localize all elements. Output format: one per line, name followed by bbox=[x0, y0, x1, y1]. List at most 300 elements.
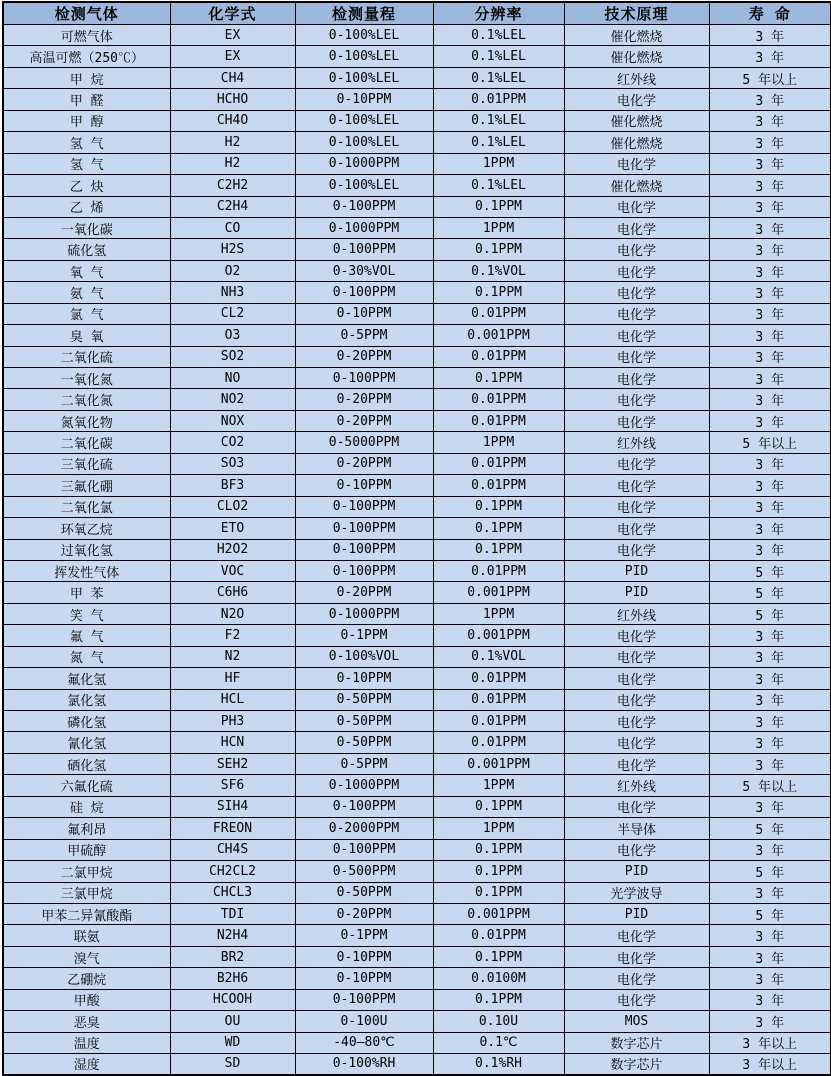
lifespan-cell: 3 年 bbox=[709, 325, 831, 346]
gas-name-cell: 三氯甲烷 bbox=[3, 882, 170, 903]
formula-cell: HCL bbox=[170, 689, 295, 710]
resolution-cell: 0.1PPM bbox=[433, 989, 564, 1010]
lifespan-cell: 3 年 bbox=[709, 968, 831, 989]
lifespan-cell: 5 年以上 bbox=[709, 432, 831, 453]
lifespan-cell: 3 年 bbox=[709, 196, 831, 217]
table-row bbox=[3, 346, 831, 367]
formula-cell: EX bbox=[170, 46, 295, 67]
resolution-cell: 0.01PPM bbox=[433, 303, 564, 324]
table-row bbox=[3, 603, 831, 624]
principle-cell: 电化学 bbox=[564, 89, 709, 110]
resolution-cell: 0.001PPM bbox=[433, 625, 564, 646]
principle-cell: 电化学 bbox=[564, 217, 709, 238]
gas-name-cell: 硒化氢 bbox=[3, 753, 170, 774]
range-cell: -40—80℃ bbox=[295, 1032, 433, 1053]
gas-name-cell: 硫化氢 bbox=[3, 239, 170, 260]
principle-cell: 红外线 bbox=[564, 432, 709, 453]
formula-cell: NO bbox=[170, 368, 295, 389]
principle-cell: 催化燃烧 bbox=[564, 175, 709, 196]
formula-cell: H2O2 bbox=[170, 539, 295, 560]
range-cell: 0-10PPM bbox=[295, 668, 433, 689]
table-row bbox=[3, 625, 831, 646]
resolution-cell: 0.1PPM bbox=[433, 239, 564, 260]
principle-cell: 电化学 bbox=[564, 518, 709, 539]
gas-name-cell: 硅 烷 bbox=[3, 796, 170, 817]
formula-cell: HCOOH bbox=[170, 989, 295, 1010]
resolution-cell: 0.1℃ bbox=[433, 1032, 564, 1053]
lifespan-cell: 3 年 bbox=[709, 368, 831, 389]
formula-cell: SO2 bbox=[170, 346, 295, 367]
lifespan-cell: 3 年 bbox=[709, 689, 831, 710]
range-cell: 0-100%RH bbox=[295, 1054, 433, 1075]
gas-name-cell: 恶臭 bbox=[3, 1011, 170, 1032]
lifespan-cell: 3 年 bbox=[709, 132, 831, 153]
range-cell: 0-5PPM bbox=[295, 753, 433, 774]
lifespan-cell: 5 年 bbox=[709, 903, 831, 924]
gas-name-cell: 氯 气 bbox=[3, 303, 170, 324]
table-row bbox=[3, 775, 831, 796]
table-row bbox=[3, 46, 831, 67]
lifespan-cell: 5 年以上 bbox=[709, 775, 831, 796]
gas-name-cell: 甲硫醇 bbox=[3, 839, 170, 860]
range-cell: 0-10PPM bbox=[295, 89, 433, 110]
table-row bbox=[3, 711, 831, 732]
gas-name-cell: 氨 气 bbox=[3, 282, 170, 303]
lifespan-cell: 3 年 bbox=[709, 882, 831, 903]
table-row bbox=[3, 689, 831, 710]
gas-name-cell: 氮 气 bbox=[3, 646, 170, 667]
resolution-cell: 0.001PPM bbox=[433, 325, 564, 346]
table-row bbox=[3, 496, 831, 517]
gas-name-cell: 环氧乙烷 bbox=[3, 518, 170, 539]
lifespan-cell: 3 年 bbox=[709, 475, 831, 496]
table-row bbox=[3, 1011, 831, 1032]
resolution-cell: 1PPM bbox=[433, 217, 564, 238]
formula-cell: N2H4 bbox=[170, 925, 295, 946]
principle-cell: 数字芯片 bbox=[564, 1032, 709, 1053]
gas-name-cell: 三氟化硼 bbox=[3, 475, 170, 496]
lifespan-cell: 5 年 bbox=[709, 560, 831, 581]
header-row bbox=[3, 2, 831, 25]
resolution-cell: 0.01PPM bbox=[433, 711, 564, 732]
column-header-gas: 检测气体 bbox=[3, 2, 170, 25]
gas-name-cell: 乙 烯 bbox=[3, 196, 170, 217]
gas-name-cell: 六氟化硫 bbox=[3, 775, 170, 796]
resolution-cell: 0.1%LEL bbox=[433, 67, 564, 88]
range-cell: 0-30%VOL bbox=[295, 260, 433, 281]
formula-cell: HF bbox=[170, 668, 295, 689]
resolution-cell: 0.01PPM bbox=[433, 453, 564, 474]
principle-cell: 催化燃烧 bbox=[564, 110, 709, 131]
lifespan-cell: 3 年 bbox=[709, 753, 831, 774]
table-row bbox=[3, 67, 831, 88]
formula-cell: BF3 bbox=[170, 475, 295, 496]
principle-cell: 电化学 bbox=[564, 475, 709, 496]
principle-cell: 红外线 bbox=[564, 603, 709, 624]
gas-name-cell: 过氧化氢 bbox=[3, 539, 170, 560]
range-cell: 0-100U bbox=[295, 1011, 433, 1032]
formula-cell: SF6 bbox=[170, 775, 295, 796]
lifespan-cell: 3 年 bbox=[709, 389, 831, 410]
range-cell: 0-1PPM bbox=[295, 625, 433, 646]
resolution-cell: 1PPM bbox=[433, 818, 564, 839]
lifespan-cell: 3 年 bbox=[709, 539, 831, 560]
resolution-cell: 1PPM bbox=[433, 775, 564, 796]
gas-name-cell: 挥发性气体 bbox=[3, 560, 170, 581]
gas-name-cell: 高温可燃（250℃） bbox=[3, 46, 170, 67]
principle-cell: 催化燃烧 bbox=[564, 132, 709, 153]
lifespan-cell: 3 年以上 bbox=[709, 1054, 831, 1075]
range-cell: 0-100PPM bbox=[295, 989, 433, 1010]
table-row bbox=[3, 925, 831, 946]
lifespan-cell: 3 年 bbox=[709, 453, 831, 474]
principle-cell: 半导体 bbox=[564, 818, 709, 839]
range-cell: 0-1000PPM bbox=[295, 153, 433, 174]
range-cell: 0-5000PPM bbox=[295, 432, 433, 453]
resolution-cell: 0.1PPM bbox=[433, 196, 564, 217]
principle-cell: 电化学 bbox=[564, 625, 709, 646]
range-cell: 0-20PPM bbox=[295, 346, 433, 367]
table-row bbox=[3, 560, 831, 581]
table-row bbox=[3, 475, 831, 496]
gas-name-cell: 二氧化碳 bbox=[3, 432, 170, 453]
principle-cell: 电化学 bbox=[564, 925, 709, 946]
principle-cell: 电化学 bbox=[564, 453, 709, 474]
principle-cell: 光学波导 bbox=[564, 882, 709, 903]
resolution-cell: 0.1PPM bbox=[433, 368, 564, 389]
resolution-cell: 0.1%LEL bbox=[433, 110, 564, 131]
gas-name-cell: 氢 气 bbox=[3, 153, 170, 174]
resolution-cell: 0.1PPM bbox=[433, 496, 564, 517]
principle-cell: 电化学 bbox=[564, 753, 709, 774]
range-cell: 0-50PPM bbox=[295, 689, 433, 710]
range-cell: 0-1000PPM bbox=[295, 603, 433, 624]
formula-cell: BR2 bbox=[170, 946, 295, 967]
gas-name-cell: 一氧化碳 bbox=[3, 217, 170, 238]
gas-name-cell: 溴气 bbox=[3, 946, 170, 967]
gas-name-cell: 三氧化硫 bbox=[3, 453, 170, 474]
range-cell: 0-100%LEL bbox=[295, 25, 433, 46]
principle-cell: 电化学 bbox=[564, 796, 709, 817]
range-cell: 0-100PPM bbox=[295, 368, 433, 389]
formula-cell: WD bbox=[170, 1032, 295, 1053]
resolution-cell: 0.1PPM bbox=[433, 861, 564, 882]
principle-cell: 电化学 bbox=[564, 303, 709, 324]
formula-cell: N2O bbox=[170, 603, 295, 624]
resolution-cell: 1PPM bbox=[433, 432, 564, 453]
resolution-cell: 0.1%RH bbox=[433, 1054, 564, 1075]
table-row bbox=[3, 1032, 831, 1053]
principle-cell: PID bbox=[564, 560, 709, 581]
table-row bbox=[3, 882, 831, 903]
gas-name-cell: 二氧化氯 bbox=[3, 496, 170, 517]
range-cell: 0-2000PPM bbox=[295, 818, 433, 839]
resolution-cell: 0.0100M bbox=[433, 968, 564, 989]
gas-name-cell: 磷化氢 bbox=[3, 711, 170, 732]
formula-cell: CO bbox=[170, 217, 295, 238]
lifespan-cell: 3 年 bbox=[709, 239, 831, 260]
resolution-cell: 1PPM bbox=[433, 603, 564, 624]
gas-name-cell: 笑 气 bbox=[3, 603, 170, 624]
range-cell: 0-100PPM bbox=[295, 518, 433, 539]
range-cell: 0-100PPM bbox=[295, 839, 433, 860]
lifespan-cell: 3 年 bbox=[709, 110, 831, 131]
table-row bbox=[3, 153, 831, 174]
principle-cell: 电化学 bbox=[564, 711, 709, 732]
resolution-cell: 0.01PPM bbox=[433, 732, 564, 753]
formula-cell: CHCL3 bbox=[170, 882, 295, 903]
resolution-cell: 0.01PPM bbox=[433, 925, 564, 946]
range-cell: 0-100PPM bbox=[295, 239, 433, 260]
resolution-cell: 0.01PPM bbox=[433, 389, 564, 410]
range-cell: 0-20PPM bbox=[295, 903, 433, 924]
resolution-cell: 0.01PPM bbox=[433, 346, 564, 367]
resolution-cell: 0.1%LEL bbox=[433, 25, 564, 46]
principle-cell: 电化学 bbox=[564, 968, 709, 989]
resolution-cell: 0.001PPM bbox=[433, 753, 564, 774]
formula-cell: CH4O bbox=[170, 110, 295, 131]
gas-name-cell: 二氯甲烷 bbox=[3, 861, 170, 882]
range-cell: 0-100PPM bbox=[295, 196, 433, 217]
lifespan-cell: 5 年 bbox=[709, 861, 831, 882]
formula-cell: NH3 bbox=[170, 282, 295, 303]
principle-cell: 电化学 bbox=[564, 325, 709, 346]
resolution-cell: 0.1PPM bbox=[433, 946, 564, 967]
resolution-cell: 0.1PPM bbox=[433, 282, 564, 303]
lifespan-cell: 3 年 bbox=[709, 796, 831, 817]
table-row bbox=[3, 325, 831, 346]
column-header-resolution: 分辨率 bbox=[433, 2, 564, 25]
lifespan-cell: 3 年 bbox=[709, 925, 831, 946]
lifespan-cell: 3 年 bbox=[709, 410, 831, 431]
lifespan-cell: 3 年 bbox=[709, 496, 831, 517]
table-row bbox=[3, 946, 831, 967]
resolution-cell: 0.01PPM bbox=[433, 89, 564, 110]
gas-name-cell: 甲 苯 bbox=[3, 582, 170, 603]
gas-name-cell: 臭 氧 bbox=[3, 325, 170, 346]
lifespan-cell: 3 年 bbox=[709, 625, 831, 646]
principle-cell: 电化学 bbox=[564, 732, 709, 753]
lifespan-cell: 3 年 bbox=[709, 668, 831, 689]
table-row bbox=[3, 217, 831, 238]
gas-name-cell: 乙硼烷 bbox=[3, 968, 170, 989]
range-cell: 0-20PPM bbox=[295, 389, 433, 410]
table-row bbox=[3, 368, 831, 389]
lifespan-cell: 5 年 bbox=[709, 818, 831, 839]
range-cell: 0-20PPM bbox=[295, 410, 433, 431]
column-header-range: 检测量程 bbox=[295, 2, 433, 25]
range-cell: 0-10PPM bbox=[295, 968, 433, 989]
formula-cell: PH3 bbox=[170, 711, 295, 732]
table-row bbox=[3, 668, 831, 689]
formula-cell: SD bbox=[170, 1054, 295, 1075]
resolution-cell: 0.1%VOL bbox=[433, 260, 564, 281]
gas-name-cell: 湿度 bbox=[3, 1054, 170, 1075]
table-row bbox=[3, 968, 831, 989]
range-cell: 0-50PPM bbox=[295, 711, 433, 732]
lifespan-cell: 5 年 bbox=[709, 582, 831, 603]
gas-name-cell: 甲 醇 bbox=[3, 110, 170, 131]
principle-cell: 电化学 bbox=[564, 196, 709, 217]
resolution-cell: 0.1PPM bbox=[433, 882, 564, 903]
formula-cell: CL2 bbox=[170, 303, 295, 324]
formula-cell: NO2 bbox=[170, 389, 295, 410]
table-row bbox=[3, 410, 831, 431]
table-row bbox=[3, 796, 831, 817]
column-header-lifespan: 寿 命 bbox=[709, 2, 831, 25]
table-row bbox=[3, 732, 831, 753]
lifespan-cell: 3 年 bbox=[709, 1011, 831, 1032]
lifespan-cell: 3 年 bbox=[709, 46, 831, 67]
principle-cell: 催化燃烧 bbox=[564, 25, 709, 46]
range-cell: 0-20PPM bbox=[295, 453, 433, 474]
formula-cell: OU bbox=[170, 1011, 295, 1032]
principle-cell: PID bbox=[564, 903, 709, 924]
gas-name-cell: 氯化氢 bbox=[3, 689, 170, 710]
lifespan-cell: 3 年 bbox=[709, 518, 831, 539]
column-header-principle: 技术原理 bbox=[564, 2, 709, 25]
lifespan-cell: 3 年 bbox=[709, 839, 831, 860]
lifespan-cell: 3 年 bbox=[709, 153, 831, 174]
table-row bbox=[3, 389, 831, 410]
principle-cell: 电化学 bbox=[564, 239, 709, 260]
principle-cell: 红外线 bbox=[564, 67, 709, 88]
range-cell: 0-100PPM bbox=[295, 282, 433, 303]
range-cell: 0-100PPM bbox=[295, 560, 433, 581]
formula-cell: H2 bbox=[170, 132, 295, 153]
formula-cell: H2 bbox=[170, 153, 295, 174]
lifespan-cell: 3 年 bbox=[709, 989, 831, 1010]
lifespan-cell: 3 年 bbox=[709, 711, 831, 732]
formula-cell: B2H6 bbox=[170, 968, 295, 989]
principle-cell: PID bbox=[564, 582, 709, 603]
gas-name-cell: 二氧化氮 bbox=[3, 389, 170, 410]
range-cell: 0-50PPM bbox=[295, 732, 433, 753]
lifespan-cell: 3 年 bbox=[709, 282, 831, 303]
range-cell: 0-100%LEL bbox=[295, 175, 433, 196]
principle-cell: 红外线 bbox=[564, 775, 709, 796]
gas-name-cell: 联氨 bbox=[3, 925, 170, 946]
table-row bbox=[3, 839, 831, 860]
formula-cell: CH4S bbox=[170, 839, 295, 860]
lifespan-cell: 3 年 bbox=[709, 217, 831, 238]
table-body bbox=[3, 25, 831, 1075]
resolution-cell: 0.01PPM bbox=[433, 410, 564, 431]
table-row bbox=[3, 132, 831, 153]
table-row bbox=[3, 196, 831, 217]
principle-cell: 电化学 bbox=[564, 368, 709, 389]
range-cell: 0-20PPM bbox=[295, 582, 433, 603]
lifespan-cell: 3 年 bbox=[709, 175, 831, 196]
resolution-cell: 1PPM bbox=[433, 153, 564, 174]
range-cell: 0-1000PPM bbox=[295, 217, 433, 238]
table-row bbox=[3, 582, 831, 603]
lifespan-cell: 3 年 bbox=[709, 260, 831, 281]
range-cell: 0-1PPM bbox=[295, 925, 433, 946]
formula-cell: CLO2 bbox=[170, 496, 295, 517]
formula-cell: SEH2 bbox=[170, 753, 295, 774]
formula-cell: SIH4 bbox=[170, 796, 295, 817]
range-cell: 0-1000PPM bbox=[295, 775, 433, 796]
principle-cell: 电化学 bbox=[564, 989, 709, 1010]
gas-name-cell: 氟利昂 bbox=[3, 818, 170, 839]
range-cell: 0-5PPM bbox=[295, 325, 433, 346]
formula-cell: EX bbox=[170, 25, 295, 46]
lifespan-cell: 3 年 bbox=[709, 89, 831, 110]
resolution-cell: 0.1PPM bbox=[433, 539, 564, 560]
principle-cell: 催化燃烧 bbox=[564, 46, 709, 67]
range-cell: 0-10PPM bbox=[295, 303, 433, 324]
gas-name-cell: 氮氧化物 bbox=[3, 410, 170, 431]
range-cell: 0-100%LEL bbox=[295, 110, 433, 131]
lifespan-cell: 3 年 bbox=[709, 946, 831, 967]
gas-name-cell: 二氧化硫 bbox=[3, 346, 170, 367]
principle-cell: 电化学 bbox=[564, 689, 709, 710]
gas-name-cell: 氟化氢 bbox=[3, 668, 170, 689]
range-cell: 0-100PPM bbox=[295, 796, 433, 817]
gas-name-cell: 甲酸 bbox=[3, 989, 170, 1010]
range-cell: 0-100PPM bbox=[295, 539, 433, 560]
table-row bbox=[3, 753, 831, 774]
principle-cell: 电化学 bbox=[564, 153, 709, 174]
lifespan-cell: 3 年 bbox=[709, 732, 831, 753]
principle-cell: 电化学 bbox=[564, 410, 709, 431]
range-cell: 0-100%LEL bbox=[295, 132, 433, 153]
range-cell: 0-10PPM bbox=[295, 475, 433, 496]
resolution-cell: 0.01PPM bbox=[433, 560, 564, 581]
principle-cell: 电化学 bbox=[564, 646, 709, 667]
gas-name-cell: 甲 醛 bbox=[3, 89, 170, 110]
lifespan-cell: 5 年 bbox=[709, 603, 831, 624]
lifespan-cell: 3 年 bbox=[709, 25, 831, 46]
formula-cell: ETO bbox=[170, 518, 295, 539]
formula-cell: FREON bbox=[170, 818, 295, 839]
column-header-formula: 化学式 bbox=[170, 2, 295, 25]
resolution-cell: 0.1%LEL bbox=[433, 46, 564, 67]
formula-cell: C6H6 bbox=[170, 582, 295, 603]
range-cell: 0-100%LEL bbox=[295, 67, 433, 88]
range-cell: 0-100%LEL bbox=[295, 46, 433, 67]
lifespan-cell: 3 年以上 bbox=[709, 1032, 831, 1053]
formula-cell: F2 bbox=[170, 625, 295, 646]
resolution-cell: 0.01PPM bbox=[433, 689, 564, 710]
table-row bbox=[3, 303, 831, 324]
gas-name-cell: 甲苯二异氰酸酯 bbox=[3, 903, 170, 924]
gas-name-cell: 温度 bbox=[3, 1032, 170, 1053]
table-row bbox=[3, 1054, 831, 1075]
table-row bbox=[3, 260, 831, 281]
resolution-cell: 0.1PPM bbox=[433, 518, 564, 539]
principle-cell: 电化学 bbox=[564, 946, 709, 967]
table-row bbox=[3, 239, 831, 260]
table-row bbox=[3, 453, 831, 474]
principle-cell: MOS bbox=[564, 1011, 709, 1032]
formula-cell: O3 bbox=[170, 325, 295, 346]
formula-cell: CH4 bbox=[170, 67, 295, 88]
table-row bbox=[3, 432, 831, 453]
range-cell: 0-50PPM bbox=[295, 882, 433, 903]
principle-cell: 电化学 bbox=[564, 839, 709, 860]
table-row bbox=[3, 89, 831, 110]
range-cell: 0-10PPM bbox=[295, 946, 433, 967]
range-cell: 0-100PPM bbox=[295, 496, 433, 517]
resolution-cell: 0.1%LEL bbox=[433, 175, 564, 196]
principle-cell: 电化学 bbox=[564, 389, 709, 410]
resolution-cell: 0.1PPM bbox=[433, 839, 564, 860]
resolution-cell: 0.1%LEL bbox=[433, 132, 564, 153]
table-row bbox=[3, 282, 831, 303]
table-row bbox=[3, 539, 831, 560]
